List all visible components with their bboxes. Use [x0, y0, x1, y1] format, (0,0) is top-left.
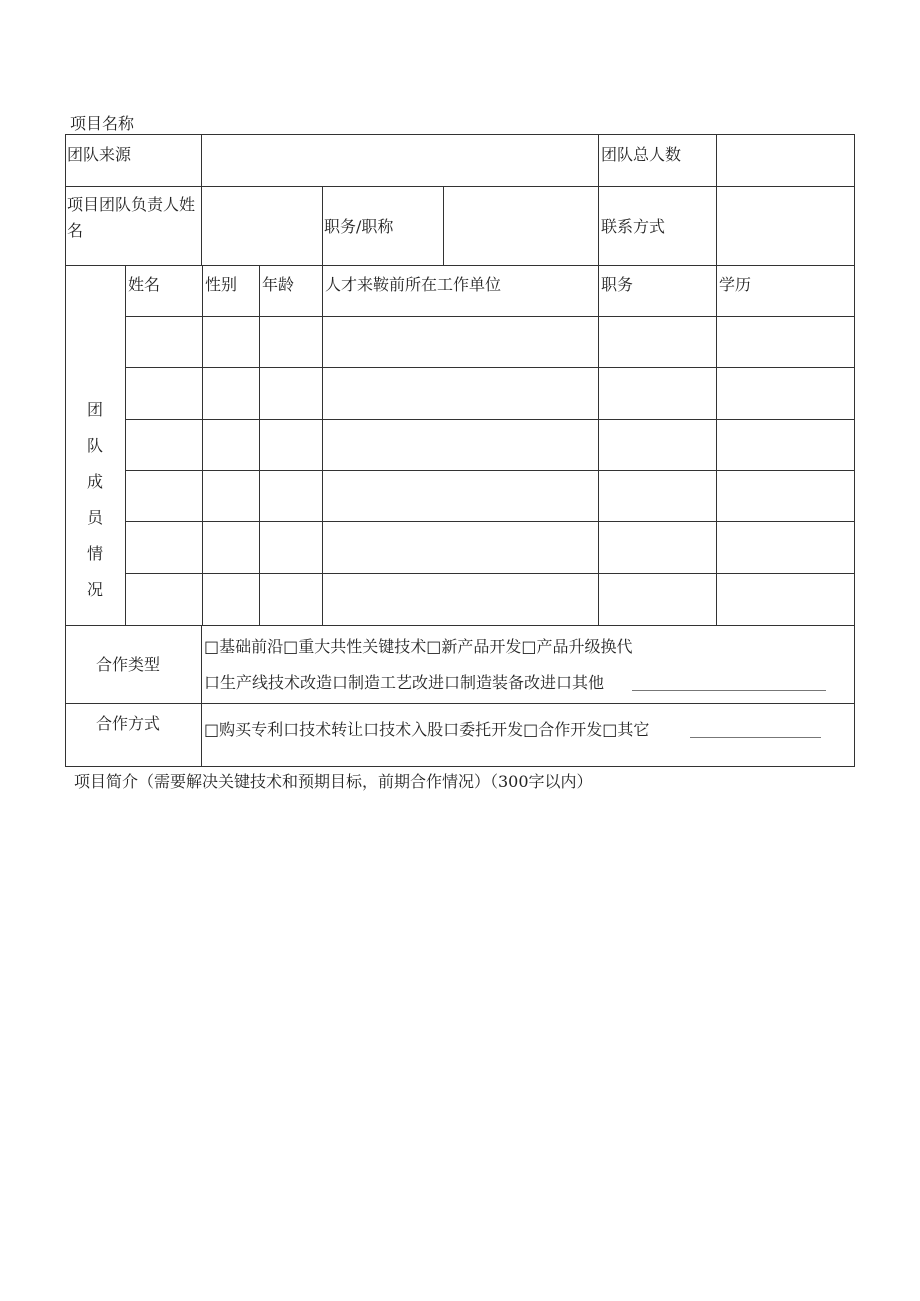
- header-gender: 性别: [205, 275, 238, 294]
- label-leader-name-cont: 名: [67, 221, 84, 240]
- leader-name-field[interactable]: [203, 188, 321, 264]
- label-team-total: 团队总人数: [601, 145, 682, 164]
- coop-type-options-line2[interactable]: 口生产线技术改造口制造工艺改进口制造装备改进口其他: [204, 673, 605, 692]
- team-source-field[interactable]: [203, 136, 597, 185]
- form-title: 项目名称: [70, 114, 135, 133]
- table-row[interactable]: [127, 523, 855, 572]
- position-title-field[interactable]: [445, 188, 597, 264]
- label-team-source: 团队来源: [67, 145, 132, 164]
- table-row[interactable]: [127, 472, 855, 520]
- contact-field[interactable]: [718, 188, 853, 264]
- label-contact: 联系方式: [601, 217, 666, 236]
- project-summary-label: 项目简介（需要解决关键技术和预期目标，前期合作情况）（300字以内）: [74, 772, 593, 791]
- header-position: 职务: [601, 275, 634, 294]
- table-row[interactable]: [127, 575, 855, 624]
- label-coop-method: 合作方式: [96, 714, 161, 733]
- table-row[interactable]: [127, 318, 855, 366]
- team-total-field[interactable]: [718, 136, 853, 185]
- header-age: 年龄: [262, 275, 295, 294]
- table-row[interactable]: [127, 421, 855, 469]
- table-row[interactable]: [127, 369, 855, 418]
- label-leader-name: 项目团队负责人姓: [67, 195, 196, 214]
- coop-method-options[interactable]: □购买专利口技术转让口技术入股口委托开发□合作开发□其它: [204, 720, 650, 739]
- members-side-label: 团队 成员 情况: [86, 400, 113, 599]
- coop-method-other-blank[interactable]: [690, 737, 821, 738]
- header-name: 姓名: [128, 275, 161, 294]
- header-education: 学历: [719, 275, 752, 294]
- coop-type-other-blank[interactable]: [632, 690, 826, 691]
- label-coop-type: 合作类型: [96, 655, 161, 674]
- coop-type-options-line1[interactable]: □基础前沿□重大共性关键技术□新产品开发□产品升级换代: [204, 637, 633, 656]
- label-position-title: 职务/职称: [324, 217, 394, 236]
- header-former-employer: 人才来鞍前所在工作单位: [325, 275, 502, 294]
